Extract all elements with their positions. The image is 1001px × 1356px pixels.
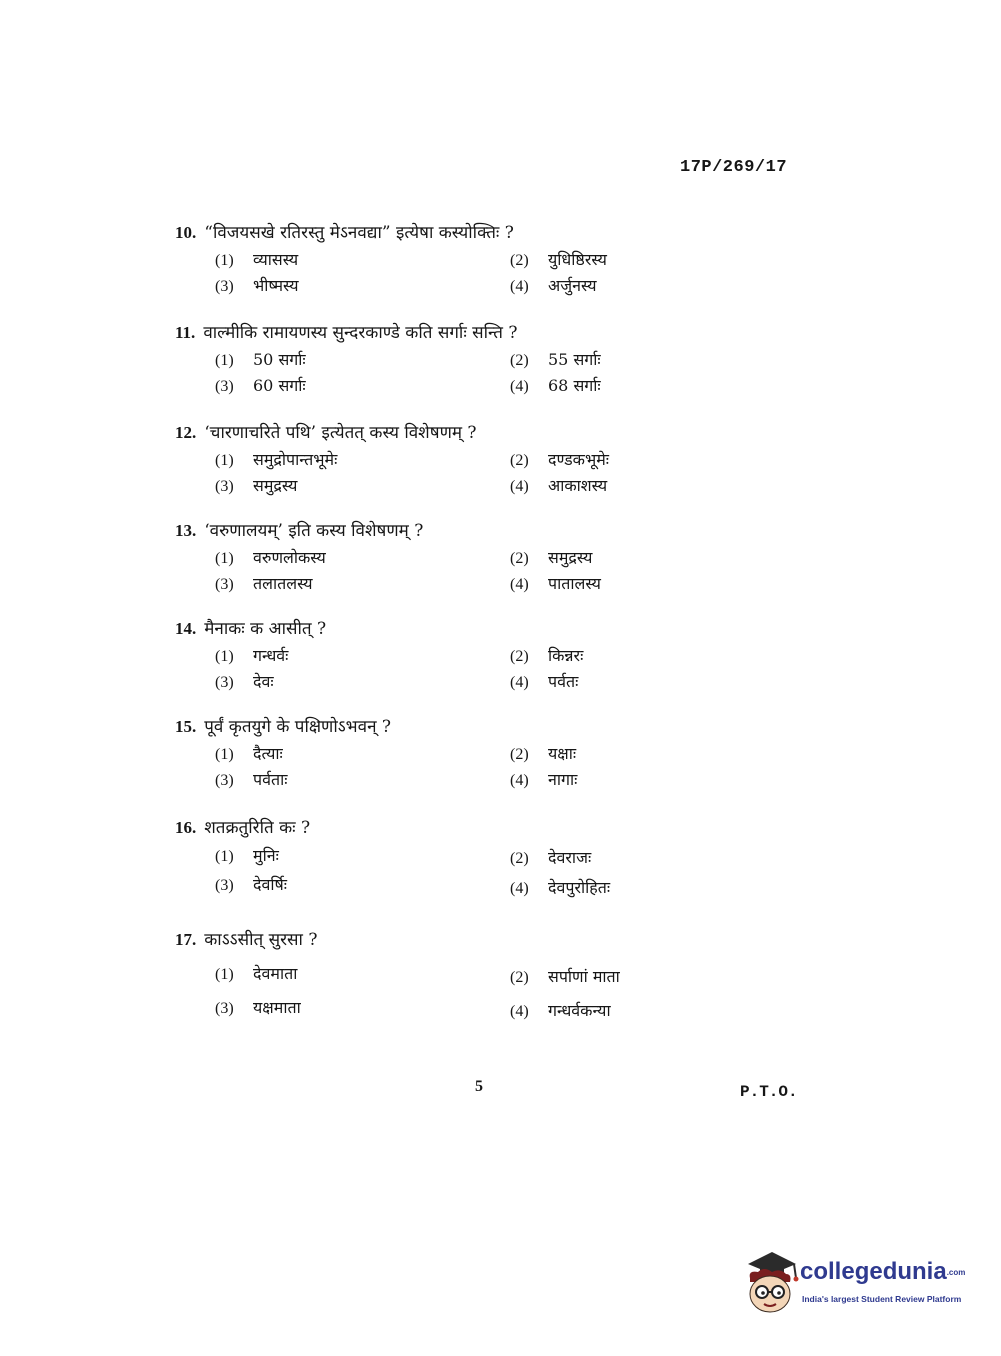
brand-reg-mark: .com <box>946 1268 966 1278</box>
option-text: 60 सर्गाः <box>253 376 306 395</box>
question-number: 13. <box>175 521 197 540</box>
option-text: दैत्याः <box>253 744 283 763</box>
option-3 <box>215 670 274 692</box>
option-1 <box>215 348 306 370</box>
question-text: वाल्मीकि रामायणस्य सुन्दरकाण्डे कति सर्गाः सन्ति ? <box>203 323 518 343</box>
option-2 <box>510 546 592 568</box>
option-text: नागाः <box>548 770 578 789</box>
question-17 <box>175 927 695 1027</box>
option-number: (3) <box>215 772 234 789</box>
option-4 <box>510 876 610 898</box>
option-number: (3) <box>215 378 234 395</box>
option-4 <box>510 374 601 396</box>
question-number: 10. <box>175 223 197 242</box>
collegedunia-watermark <box>742 1248 972 1318</box>
option-4 <box>510 999 611 1021</box>
option-text: भीष्मस्य <box>253 276 299 295</box>
option-text: 68 सर्गाः <box>548 376 601 395</box>
option-2 <box>510 742 576 764</box>
option-number: (4) <box>510 880 529 897</box>
question-text: पूर्वं कृतयुगे के पक्षिणोऽभवन् ? <box>204 717 392 737</box>
option-4 <box>510 670 578 692</box>
option-number: (4) <box>510 576 529 593</box>
question-10 <box>175 220 695 300</box>
question-16 <box>175 815 695 895</box>
option-number: (1) <box>215 648 234 665</box>
option-2 <box>510 846 591 868</box>
option-2 <box>510 448 609 470</box>
option-number: (2) <box>510 452 529 469</box>
option-3 <box>215 374 306 396</box>
option-text: व्यासस्य <box>253 250 299 269</box>
option-text: वरुणलोकस्य <box>253 548 326 567</box>
option-4 <box>510 572 601 594</box>
option-3 <box>215 768 287 790</box>
option-number: (3) <box>215 877 234 894</box>
option-1 <box>215 546 326 568</box>
question-number: 15. <box>175 717 197 736</box>
option-4 <box>510 474 607 496</box>
option-number: (4) <box>510 1003 529 1020</box>
option-number: (4) <box>510 478 529 495</box>
option-4 <box>510 274 596 296</box>
option-number: (3) <box>215 1000 234 1017</box>
question-text: शतक्रतुरिति कः ? <box>204 818 311 838</box>
option-text: युधिष्ठिरस्य <box>548 250 607 269</box>
question-number: 12. <box>175 423 197 442</box>
option-text: समुद्रस्य <box>253 476 298 495</box>
option-text: 50 सर्गाः <box>253 350 306 369</box>
option-number: (2) <box>510 746 529 763</box>
option-text: अर्जुनस्य <box>548 276 597 295</box>
option-number: (3) <box>215 674 234 691</box>
option-text: यक्षाः <box>548 744 577 763</box>
question-15 <box>175 714 695 794</box>
question-number: 16. <box>175 818 197 837</box>
option-number: (1) <box>215 352 234 369</box>
question-text: काऽऽसीत् सुरसा ? <box>204 930 318 950</box>
option-text: किन्नरः <box>548 646 584 665</box>
option-text: देवर्षिः <box>253 875 288 894</box>
option-number: (1) <box>215 252 234 269</box>
option-number: (2) <box>510 850 529 867</box>
brand-tagline: India's largest Student Review Platform <box>802 1294 962 1304</box>
option-text: गन्धर्वकन्या <box>548 1001 611 1020</box>
option-number: (1) <box>215 966 234 983</box>
option-3 <box>215 996 301 1018</box>
option-number: (2) <box>510 648 529 665</box>
option-number: (1) <box>215 452 234 469</box>
option-text: पर्वताः <box>253 770 288 789</box>
option-number: (4) <box>510 378 529 395</box>
mascot-logo-icon <box>742 1248 804 1318</box>
question-14 <box>175 616 695 696</box>
option-1 <box>215 644 288 666</box>
question-number: 11. <box>175 323 196 342</box>
option-3 <box>215 873 287 895</box>
question-number: 14. <box>175 619 197 638</box>
option-text: दण्डकभूमेः <box>548 450 609 469</box>
question-11 <box>175 320 695 400</box>
option-number: (1) <box>215 746 234 763</box>
option-text: देवराजः <box>548 848 592 867</box>
option-text: देवः <box>253 672 274 691</box>
option-number: (3) <box>215 278 234 295</box>
option-2 <box>510 965 620 987</box>
option-text: मुनिः <box>253 846 279 865</box>
option-number: (4) <box>510 674 529 691</box>
question-text: ‘चारणाचरिते पथि’ इत्येतत् कस्य विशेषणम् ? <box>204 423 477 443</box>
option-text: आकाशस्य <box>548 476 608 495</box>
option-number: (2) <box>510 969 529 986</box>
option-3 <box>215 274 299 296</box>
question-12 <box>175 420 695 500</box>
option-1 <box>215 742 283 764</box>
option-4 <box>510 768 577 790</box>
question-text: “विजयसखे रतिरस्तु मेऽनवद्या” इत्येषा कस्योक्तिः ? <box>204 223 514 243</box>
option-text: पर्वतः <box>548 672 579 691</box>
option-1 <box>215 844 279 866</box>
option-1 <box>215 448 337 470</box>
question-number: 17. <box>175 930 197 949</box>
option-number: (1) <box>215 848 234 865</box>
question-text: ‘वरुणालयम्’ इति कस्य विशेषणम् ? <box>204 521 424 541</box>
option-number: (2) <box>510 550 529 567</box>
option-text: पातालस्य <box>548 574 601 593</box>
option-number: (3) <box>215 576 234 593</box>
option-2 <box>510 248 607 270</box>
option-2 <box>510 644 583 666</box>
option-number: (4) <box>510 772 529 789</box>
option-3 <box>215 572 313 594</box>
question-13 <box>175 518 695 598</box>
brand-name <box>800 1258 965 1286</box>
brand-name-text: collegedunia <box>800 1258 947 1285</box>
pto-label: P.T.O. <box>740 1083 798 1101</box>
option-text: यक्षमाता <box>253 998 301 1017</box>
option-number: (3) <box>215 478 234 495</box>
paper-code: 17P/269/17 <box>680 158 788 177</box>
option-text: समुद्रोपान्तभूमेः <box>253 450 338 469</box>
option-text: समुद्रस्य <box>548 548 593 567</box>
option-text: देवमाता <box>253 964 298 983</box>
option-number: (2) <box>510 352 529 369</box>
option-text: सर्पाणां माता <box>548 967 620 986</box>
option-text: देवपुरोहितः <box>548 878 611 897</box>
option-text: तलातलस्य <box>253 574 313 593</box>
option-number: (1) <box>215 550 234 567</box>
question-text: मैनाकः क आसीत् ? <box>204 619 327 639</box>
option-number: (4) <box>510 278 529 295</box>
option-number: (2) <box>510 252 529 269</box>
option-text: 55 सर्गाः <box>548 350 601 369</box>
option-3 <box>215 474 297 496</box>
option-1 <box>215 962 297 984</box>
option-1 <box>215 248 298 270</box>
option-text: गन्धर्वः <box>253 646 289 665</box>
option-2 <box>510 348 601 370</box>
page-number: 5 <box>475 1078 483 1095</box>
